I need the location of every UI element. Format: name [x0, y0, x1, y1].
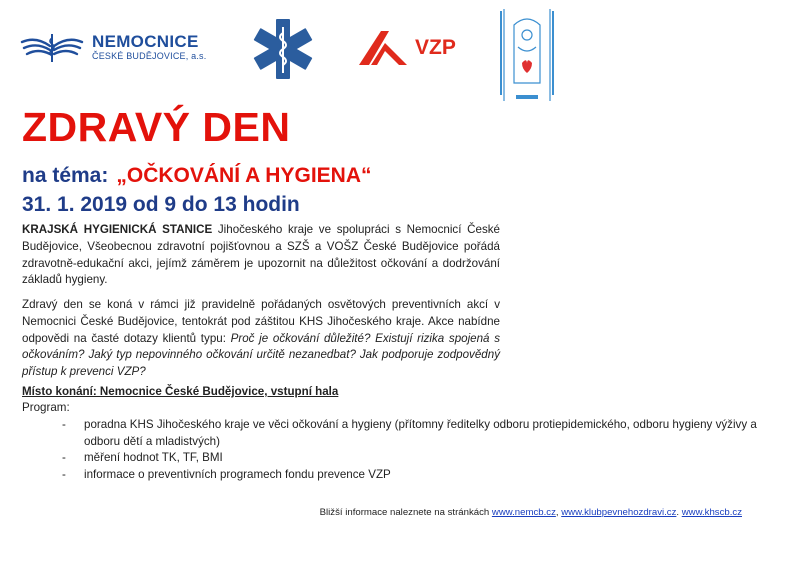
list-item: [62, 467, 792, 484]
link-nemcb[interactable]: www.nemcb.cz: [491, 507, 556, 518]
event-date: 31. 1. 2019 od 9 do 13 hodin: [22, 193, 300, 216]
link-khscb[interactable]: www.khscb.cz: [681, 507, 742, 518]
program-item-text: poradna KHS Jihočeského kraje ve věci očkování a hygieny (přítomny ředitelky odboru protiepidemického, odboru hygieny výživy a odboru dětí a mladistvých): [84, 418, 757, 448]
intro-text: Jihočeského kraje ve spolupráci s Nemocnicí České Budějovice, Všeobecnou zdravotní pojišťovnou a SZŠ a VOŠZ České Budějovice pořádá zdravotně-edukační akci, jejímž záměrem je upozornit na důležitost očkování a dodržování základů hygieny.: [22, 223, 500, 287]
organizer-name: KRAJSKÁ HYGIENICKÁ STANICE: [22, 223, 213, 236]
event-title: ZDRAVÝ DEN: [22, 104, 291, 150]
event-topic: [22, 164, 372, 188]
venue: Místo konání: Nemocnice České Budějovice, vstupní hala: [22, 385, 339, 398]
description-questions: Proč je očkování důležité? Existují rizika spojená s očkováním? Jaký typ nepovinného očkování určitě nezanedbat? Jak podporuje zodpovědný přístup k prevenci VZP?: [22, 331, 500, 379]
description-text: Zdravý den se koná v rámci již pravidelně pořádaných osvětových preventivních akcí v Nemocnici České Budějovice, tentokrát pod záštitou KHS Jihočeského kraje. Akce nabídne odpovědi na časté dotazy klientů typu:: [22, 298, 500, 345]
list-item: [62, 417, 792, 450]
footer-separator: ,: [555, 507, 562, 518]
nemocnice-name: NEMOCNICE: [92, 31, 199, 51]
topic-prefix: na téma:: [22, 164, 109, 187]
footer-info: [320, 507, 742, 518]
footer-separator: .: [676, 507, 682, 518]
program-label: Program:: [22, 401, 70, 414]
vzp-logo: [355, 25, 456, 71]
nemocnice-city: ČESKÉ BUDĚJOVICE, a.s.: [92, 50, 207, 61]
description-paragraph: [22, 297, 500, 381]
list-bullet: -: [62, 467, 66, 481]
star-of-life-icon: [252, 17, 314, 81]
intro-paragraph: [22, 222, 500, 289]
program-list: [62, 417, 792, 483]
footer-text: Bližší informace naleznete na stránkách: [319, 507, 492, 518]
school-crest-icon: [496, 5, 558, 105]
list-bullet: -: [62, 451, 66, 465]
star-of-life-logo: [252, 17, 314, 86]
vzp-text: VZP: [415, 36, 456, 59]
topic-name: „OČKOVÁNÍ A HYGIENA“: [116, 164, 372, 187]
logo-bar: [0, 0, 800, 110]
school-logo: [496, 5, 558, 110]
link-klubpevnehozdravi[interactable]: www.klubpevnehozdravi.cz: [561, 507, 677, 518]
vzp-arrow-icon: [355, 25, 411, 71]
program-item-text: informace o preventivních programech fondu prevence VZP: [84, 467, 391, 481]
nemocnice-logo: [18, 30, 206, 64]
list-bullet: -: [62, 418, 66, 431]
list-item: [62, 450, 792, 467]
program-item-text: měření hodnot TK, TF, BMI: [84, 451, 223, 465]
nemocnice-wings-icon: [18, 30, 86, 64]
